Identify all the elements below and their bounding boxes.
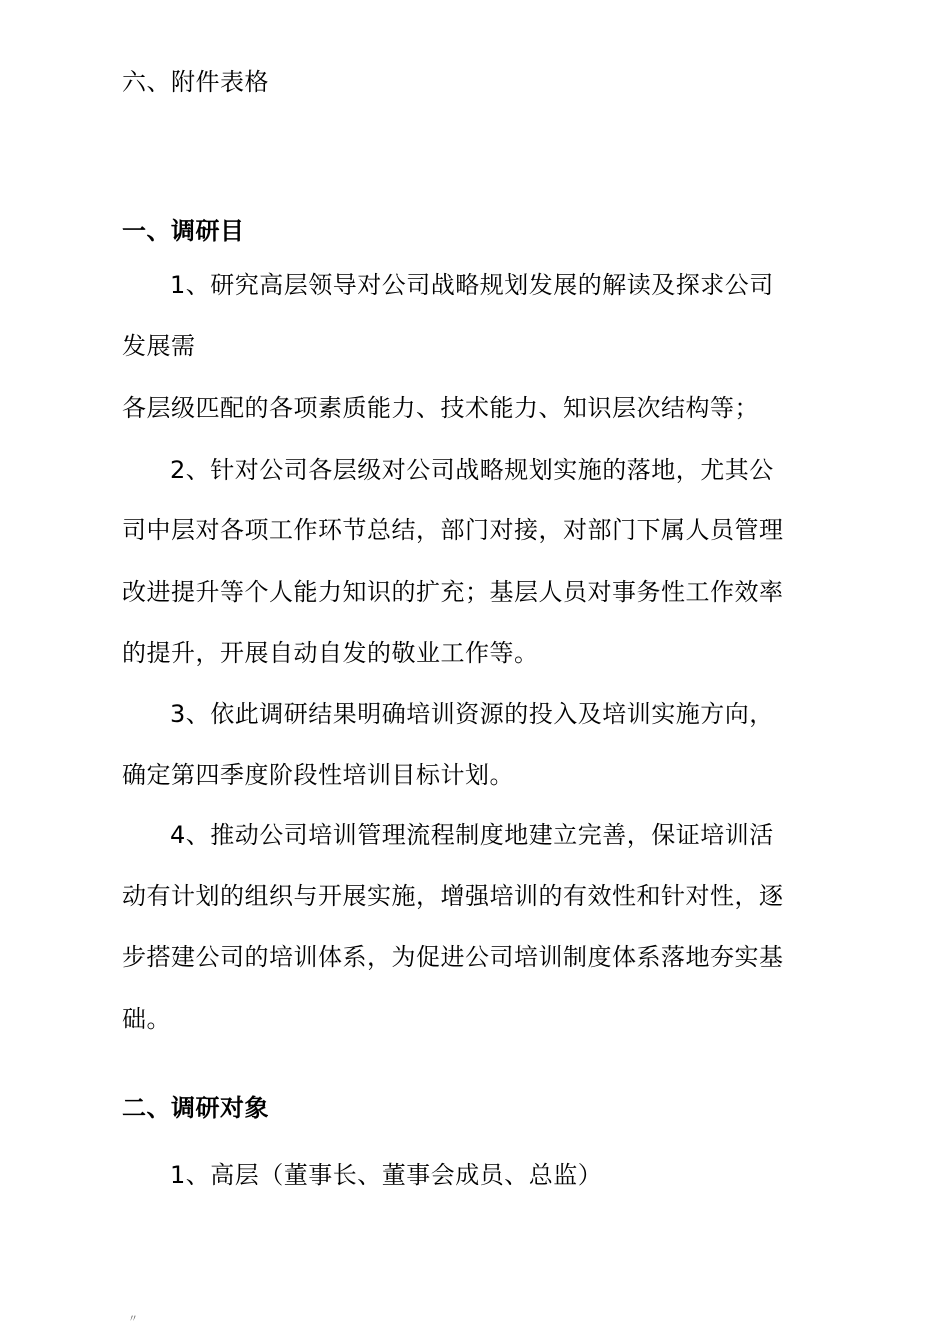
- section1-heading: 一、调研目: [122, 217, 245, 245]
- attachment-heading: 六、附件表格: [122, 68, 269, 96]
- paragraph-line: 1、研究高层领导对公司战略规划发展的解读及探求公司: [170, 271, 774, 299]
- paragraph-line: 步搭建公司的培训体系，为促进公司培训制度体系落地夯实基: [122, 943, 784, 971]
- section2-heading: 二、调研对象: [122, 1094, 269, 1122]
- paragraph-line: 4、推动公司培训管理流程制度地建立完善，保证培训活: [170, 821, 774, 849]
- paragraph-line: 1、高层（董事长、董事会成员、总监）: [170, 1161, 603, 1189]
- footer-mark: 〃: [128, 1314, 138, 1325]
- paragraph-line: 3、依此调研结果明确培训资源的投入及培训实施方向，: [170, 700, 774, 728]
- paragraph-line: 确定第四季度阶段性培训目标计划。: [122, 761, 514, 789]
- paragraph-line: 2、针对公司各层级对公司战略规划实施的落地，尤其公: [170, 456, 774, 484]
- paragraph-line: 各层级匹配的各项素质能力、技术能力、知识层次结构等；: [122, 394, 759, 422]
- paragraph-line: 动有计划的组织与开展实施，增强培训的有效性和针对性，逐: [122, 882, 784, 910]
- paragraph-line: 础。: [122, 1005, 171, 1033]
- paragraph-line: 司中层对各项工作环节总结，部门对接，对部门下属人员管理: [122, 516, 784, 544]
- paragraph-line: 发展需: [122, 332, 196, 360]
- paragraph-line: 改进提升等个人能力知识的扩充；基层人员对事务性工作效率: [122, 578, 784, 606]
- paragraph-line: 的提升，开展自动自发的敬业工作等。: [122, 639, 539, 667]
